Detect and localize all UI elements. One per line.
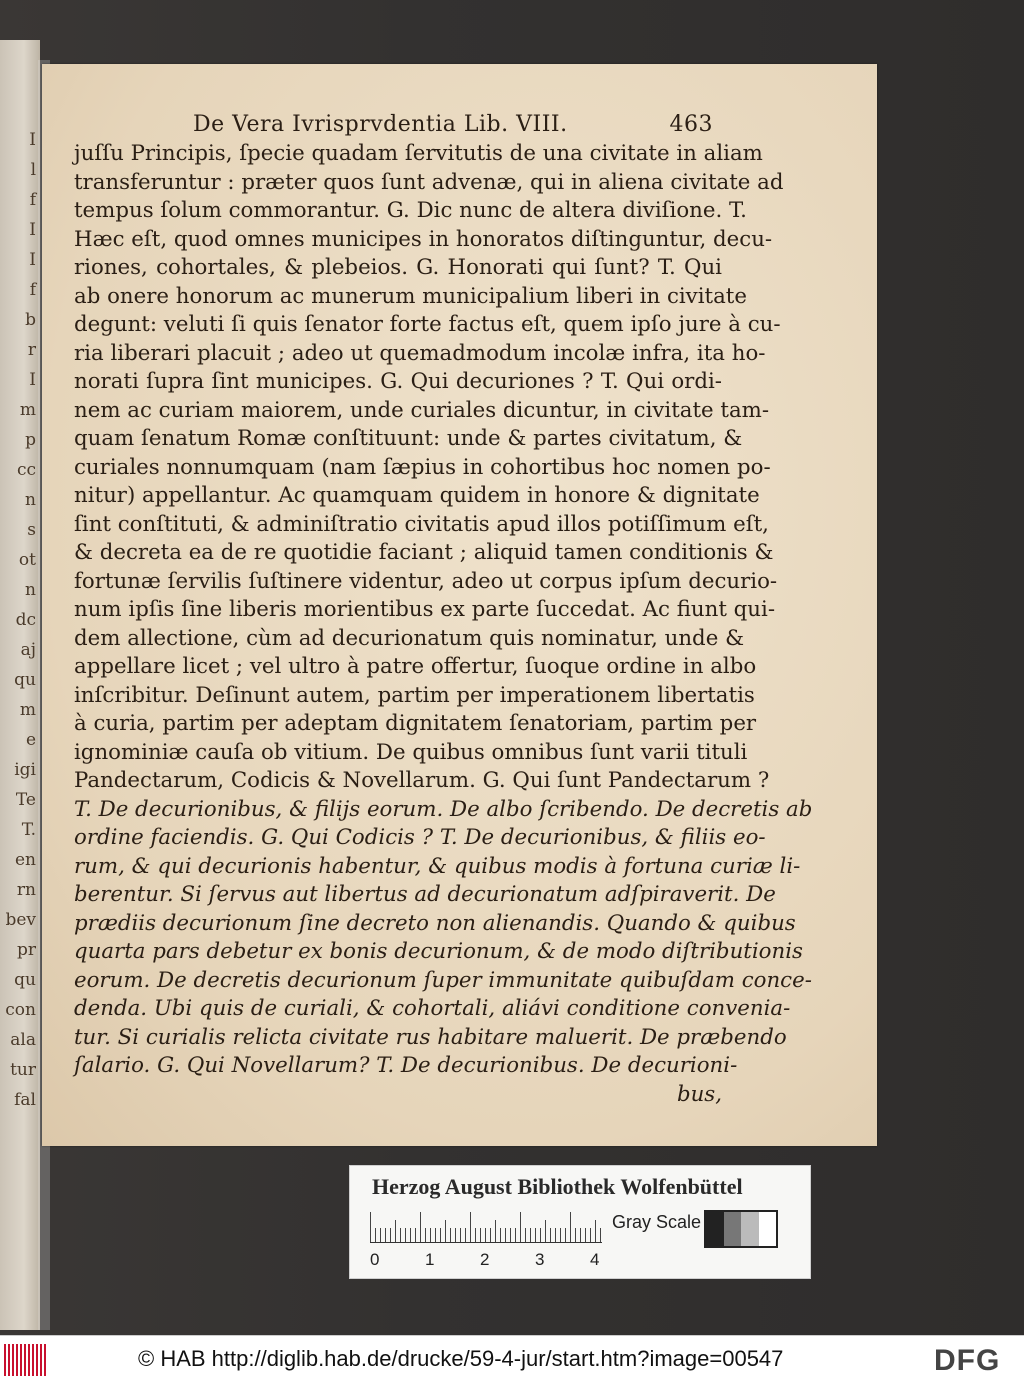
text-line: nem ac curiam maiorem, unde curiales dicuntur, in civitate tam- bbox=[74, 397, 770, 423]
adjacent-page-fragment: m bbox=[19, 700, 36, 720]
text-line: Pandectarum, Codicis & Novellarum. G. Qui ſunt Pandectarum ? bbox=[74, 768, 770, 793]
text-line: tempus ſolum commorantur. G. Dic nunc de altera diviſione. T. bbox=[74, 198, 747, 223]
ruler-tick bbox=[400, 1228, 401, 1242]
adjacent-page-fragment: qu bbox=[14, 970, 36, 990]
barcode-bar bbox=[4, 1344, 6, 1376]
ruler-tick bbox=[580, 1228, 581, 1242]
running-header bbox=[193, 112, 713, 142]
library-name: Herzog August Bibliothek Wolfenbüttel bbox=[372, 1174, 743, 1199]
adjacent-page-fragment: con bbox=[5, 1000, 36, 1020]
page-number: 463 bbox=[669, 112, 713, 137]
text-line: nitur) appellantur. Ac quamquam quidem in honore & dignitate bbox=[74, 483, 760, 508]
gray-scale-label: Gray Scale bbox=[612, 1212, 702, 1232]
text-line: riones, cohortales, & plebeios. G. Honorati qui ſunt? T. Qui bbox=[74, 255, 722, 280]
ruler-tick bbox=[480, 1228, 481, 1242]
adjacent-page-fragment: aj bbox=[20, 640, 36, 660]
ruler-tick bbox=[425, 1228, 426, 1242]
adjacent-page-fragment: p bbox=[25, 430, 36, 450]
dfg-logo: DFG bbox=[934, 1344, 1001, 1377]
ruler-number: 4 bbox=[590, 1250, 600, 1269]
gray-swatch bbox=[724, 1212, 742, 1246]
catchword: bus, bbox=[676, 1081, 722, 1107]
ruler-number: 2 bbox=[480, 1250, 490, 1269]
adjacent-page-fragment: rn bbox=[16, 880, 36, 900]
text-line: fortunæ ſervilis ſuſtinere videntur, adeo ut corpus ipſum decurio- bbox=[74, 568, 778, 594]
ruler-tick bbox=[575, 1228, 576, 1242]
barcode-bar bbox=[36, 1344, 38, 1376]
adjacent-page-fragment: fal bbox=[14, 1090, 36, 1110]
text-line: quam ſenatum Romæ conſtituunt: unde & partes civitatum, & bbox=[74, 426, 743, 451]
text-line: eorum. De decretis decurionum ſuper immunitate quibuſdam conce- bbox=[74, 967, 812, 993]
ruler-tick bbox=[565, 1228, 566, 1242]
text-line: appellare licet ; vel ultro à patre offertur, ſuoque ordine in albo bbox=[74, 654, 757, 679]
ruler-tick bbox=[465, 1228, 466, 1242]
text-line: prædiis decurionum ſine decreto non alienandis. Quando & quibus bbox=[74, 910, 796, 936]
text-line: curiales nonnumquam (nam ſæpius in cohortibus hoc nomen po- bbox=[74, 454, 771, 480]
adjacent-page-fragment: pr bbox=[16, 940, 36, 960]
adjacent-page-fragment: T. bbox=[21, 820, 36, 840]
ruler-tick bbox=[395, 1220, 396, 1242]
ruler-tick bbox=[410, 1228, 411, 1242]
adjacent-page-fragment: f bbox=[29, 280, 36, 300]
gray-swatch bbox=[759, 1212, 777, 1246]
text-line: ſint conſtituti, & adminiſtratio civitatis apud illos potiſſimum eſt, bbox=[74, 511, 769, 537]
viewer-footer bbox=[0, 1335, 1024, 1384]
text-line: Hæc eſt, quod omnes municipes in honoratos diſtinguntur, decu- bbox=[74, 226, 773, 252]
barcode-bar bbox=[32, 1344, 34, 1376]
gray-swatch bbox=[741, 1212, 759, 1246]
ruler-tick bbox=[555, 1228, 556, 1242]
page-body-text bbox=[74, 140, 813, 1109]
adjacent-page-fragment: n bbox=[25, 490, 36, 510]
text-line: ſalario. G. Qui Novellarum? T. De decurionibus. De decurioni- bbox=[74, 1053, 738, 1078]
barcode-bar bbox=[40, 1344, 42, 1376]
text-line: rum, & qui decurionis habentur, & quibus modis à fortuna curiæ li- bbox=[74, 853, 801, 879]
text-line: juſſu Principis, ſpecie quadam ſervitutis de una civitate in aliam bbox=[74, 141, 763, 166]
text-line: à curia, partim per adeptam dignitatem ſenatoriam, partim per bbox=[74, 711, 757, 736]
adjacent-page-fragment: en bbox=[14, 850, 36, 870]
ruler-tick bbox=[380, 1228, 381, 1242]
text-line: inſcribitur. Deſinunt autem, partim per imperationem libertatis bbox=[74, 682, 755, 708]
copyright-url[interactable]: © HAB http://diglib.hab.de/drucke/59-4-jur/start.htm?image=00547 bbox=[138, 1346, 784, 1371]
adjacent-page-fragment: f bbox=[29, 190, 36, 210]
ruler-tick bbox=[595, 1220, 596, 1242]
ruler-tick bbox=[585, 1228, 586, 1242]
text-line: num ipſis ſine liberis morientibus ex parte ſuccedat. Ac fiunt qui- bbox=[74, 597, 776, 622]
ruler-tick bbox=[570, 1212, 571, 1242]
adjacent-page-fragment: I bbox=[29, 250, 36, 270]
adjacent-page-fragment: I bbox=[29, 370, 36, 390]
adjacent-page-fragment: s bbox=[27, 520, 36, 540]
adjacent-page-fragment: l bbox=[30, 160, 36, 180]
barcode-bar bbox=[28, 1344, 30, 1376]
ruler-tick bbox=[540, 1228, 541, 1242]
ruler-tick bbox=[430, 1228, 431, 1242]
ruler-tick bbox=[385, 1228, 386, 1242]
ruler-tick bbox=[455, 1228, 456, 1242]
ruler-tick bbox=[470, 1212, 471, 1242]
text-line: ordine faciendis. G. Qui Codicis ? T. De decurionibus, & filiis eo- bbox=[74, 825, 766, 850]
ruler-tick bbox=[590, 1228, 591, 1242]
adjacent-page-fragment: dc bbox=[15, 610, 36, 630]
adjacent-page-fragment: bev bbox=[5, 910, 36, 930]
text-line: ria liberari placuit ; adeo ut quemadmodum incolæ infra, ita ho- bbox=[74, 340, 766, 366]
barcode-bar bbox=[12, 1344, 14, 1376]
ruler-tick bbox=[450, 1228, 451, 1242]
barcode-bar bbox=[8, 1344, 10, 1376]
ruler-tick bbox=[445, 1220, 446, 1242]
ruler-tick bbox=[435, 1228, 436, 1242]
adjacent-page-fragment: m bbox=[19, 400, 36, 420]
adjacent-page-fragment: r bbox=[27, 340, 36, 360]
adjacent-page-fragment: n bbox=[25, 580, 36, 600]
text-line: denda. Ubi quis de curiali, & cohortali, aliávi conditione convenia- bbox=[74, 996, 791, 1021]
ruler-tick bbox=[390, 1228, 391, 1242]
text-line: norati ſupra ſint municipes. G. Qui decuriones ? T. Qui ordi- bbox=[74, 369, 722, 394]
barcode-bar bbox=[44, 1344, 46, 1376]
text-line: berentur. Si ſervus aut libertus ad decurionatum adſpiraverit. De bbox=[74, 882, 776, 907]
text-line: ab onere honorum ac munerum municipalium liberi in civitate bbox=[74, 283, 747, 309]
ruler-tick bbox=[500, 1228, 501, 1242]
gray-scale-swatches bbox=[704, 1210, 778, 1248]
ruler-tick bbox=[560, 1228, 561, 1242]
ruler-tick bbox=[440, 1228, 441, 1242]
ruler-tick bbox=[600, 1228, 601, 1242]
ruler-tick bbox=[525, 1228, 526, 1242]
ruler-tick bbox=[515, 1228, 516, 1242]
ruler-tick bbox=[535, 1228, 536, 1242]
adjacent-page-fragment: cc bbox=[16, 460, 36, 480]
text-line: transferuntur : præter quos ſunt advenæ, qui in aliena civitate ad bbox=[74, 169, 784, 195]
ruler-number: 3 bbox=[535, 1250, 545, 1269]
barcode-bar bbox=[24, 1344, 26, 1376]
ruler-tick bbox=[545, 1220, 546, 1242]
adjacent-page-fragment: b bbox=[25, 310, 36, 330]
ruler-tick bbox=[505, 1228, 506, 1242]
text-line: degunt: veluti ſi quis ſenator forte factus eſt, quem ipſo jure à cu- bbox=[74, 312, 781, 337]
barcode-bar bbox=[16, 1344, 18, 1376]
ruler-tick bbox=[495, 1220, 496, 1242]
text-line: & decreta ea de re quotidie faciant ; aliquid tamen conditionis & bbox=[74, 540, 774, 565]
running-title: De Vera Ivrisprvdentia Lib. VIII. bbox=[193, 112, 568, 137]
text-line: ignominiæ cauſa ob vitium. De quibus omnibus ſunt varii tituli bbox=[74, 739, 748, 765]
ruler-tick bbox=[375, 1228, 376, 1242]
ruler-tick bbox=[510, 1228, 511, 1242]
ruler-number: 0 bbox=[370, 1250, 380, 1269]
ruler-tick bbox=[460, 1228, 461, 1242]
adjacent-page-fragment: Te bbox=[15, 790, 36, 810]
ruler-tick bbox=[475, 1228, 476, 1242]
ruler-tick bbox=[370, 1212, 371, 1242]
adjacent-page-fragment: tur bbox=[10, 1060, 36, 1080]
barcode-icon bbox=[4, 1344, 48, 1376]
adjacent-page-edge bbox=[0, 40, 40, 1330]
text-line: tur. Si curialis relicta civitate rus habitare maluerit. De præbendo bbox=[74, 1024, 787, 1050]
ruler-tick bbox=[405, 1228, 406, 1242]
gray-swatch bbox=[706, 1212, 724, 1246]
library-color-target-label bbox=[349, 1165, 811, 1279]
adjacent-page-fragment: ala bbox=[10, 1030, 36, 1050]
adjacent-page-fragment: I bbox=[29, 130, 36, 150]
adjacent-page-fragment: e bbox=[25, 730, 36, 750]
ruler-number: 1 bbox=[425, 1250, 435, 1269]
ruler-tick bbox=[550, 1228, 551, 1242]
adjacent-page-fragment: qu bbox=[14, 670, 36, 690]
barcode-bar bbox=[20, 1344, 22, 1376]
ruler-tick bbox=[530, 1228, 531, 1242]
ruler-tick bbox=[415, 1228, 416, 1242]
text-line: quarta pars debetur ex bonis decurionum, & de modo diſtributionis bbox=[74, 939, 803, 964]
text-line: T. De decurionibus, & filijs eorum. De albo ſcribendo. De decretis ab bbox=[74, 796, 813, 822]
adjacent-page-fragment: igi bbox=[14, 760, 36, 780]
ruler-tick bbox=[490, 1228, 491, 1242]
adjacent-page-fragment: ot bbox=[18, 550, 36, 570]
adjacent-page-fragment: I bbox=[29, 220, 36, 240]
ruler-tick bbox=[485, 1228, 486, 1242]
scale-ruler bbox=[370, 1210, 602, 1243]
text-line: dem allectione, cùm ad decurionatum quis nominatur, unde & bbox=[74, 625, 745, 651]
ruler-tick bbox=[420, 1212, 421, 1242]
ruler-tick bbox=[520, 1212, 521, 1242]
